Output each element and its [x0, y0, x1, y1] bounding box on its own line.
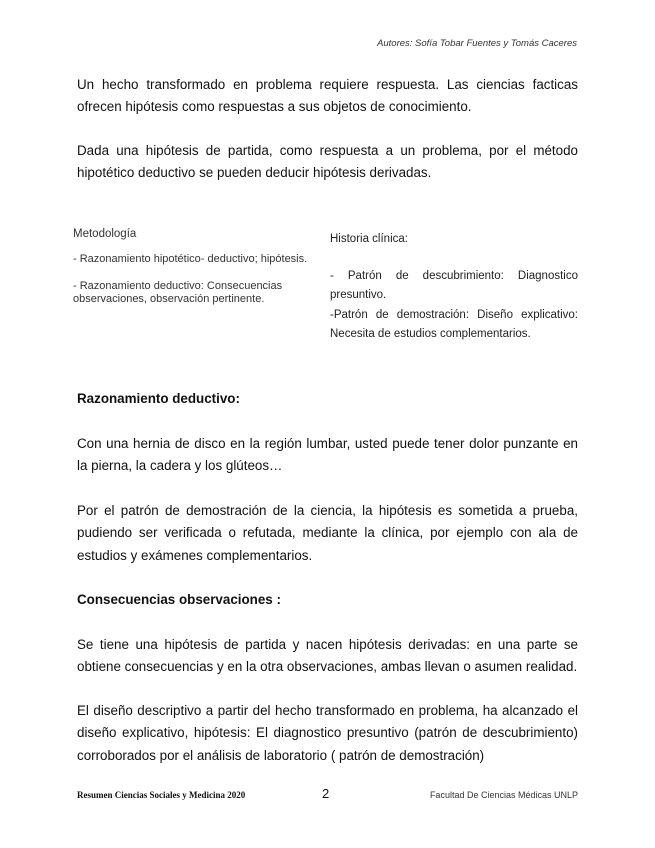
- footer-faculty: Facultad De Ciencias Médicas UNLP: [429, 790, 578, 800]
- page-header-authors: Autores: Sofía Tobar Fuentes y Tomás Caceres: [377, 38, 577, 49]
- intro-paragraph-1: Un hecho transformado en problema requiere respuesta. Las ciencias facticas ofrecen hipótesis como respuestas a sus objetos de conocimiento.: [77, 77, 578, 115]
- metodologia-title: Metodología: [73, 228, 137, 240]
- footer-title: Resumen Ciencias Sociales y Medicina 2020: [77, 790, 246, 800]
- historia-clinica-title: Historia clínica:: [330, 233, 408, 245]
- page-number: 2: [322, 786, 330, 801]
- section2-paragraph-1: Se tiene una hipótesis de partida y nacen hipótesis derivadas: en una parte se obtiene consecuencias y en la otra observaciones, ambas llevan o asumen realidad.: [77, 637, 578, 675]
- intro-paragraph-2: Dada una hipótesis de partida, como respuesta a un problema, por el método hipotético deductivo se pueden deducir hipótesis derivadas.: [77, 143, 578, 181]
- section2-paragraph-2: El diseño descriptivo a partir del hecho transformado en problema, ha alcanzado el diseño explicativo, hipótesis: El diagnostico presuntivo (patrón de descubrimiento) corroborados por el análisis de laboratorio ( patrón de demostración): [77, 703, 578, 763]
- section1-paragraph-2: Por el patrón de demostración de la ciencia, la hipótesis es sometida a prueba, pudiendo ser verificada o refutada, mediante la clínica, por ejemplo con ala de estudios y exámenes complementarios.: [77, 503, 578, 563]
- metodologia-item-1: - Razonamiento hipotético- deductivo; hipótesis.: [73, 253, 308, 265]
- metodologia-item-2: - Razonamiento deductivo: Consecuencias observaciones, observación pertinente.: [73, 280, 283, 305]
- historia-item-2: -Patrón de demostración: Diseño explicativo: Necesita de estudios complementarios.: [330, 309, 578, 340]
- section-heading-razonamiento: Razonamiento deductivo:: [77, 391, 240, 406]
- historia-item-1: - Patrón de descubrimiento: Diagnostico presuntivo.: [330, 270, 578, 301]
- section1-paragraph-1: Con una hernia de disco en la región lumbar, usted puede tener dolor punzante en la pierna, la cadera y los glúteos…: [77, 436, 578, 474]
- section-heading-consecuencias: Consecuencias observaciones :: [77, 592, 281, 607]
